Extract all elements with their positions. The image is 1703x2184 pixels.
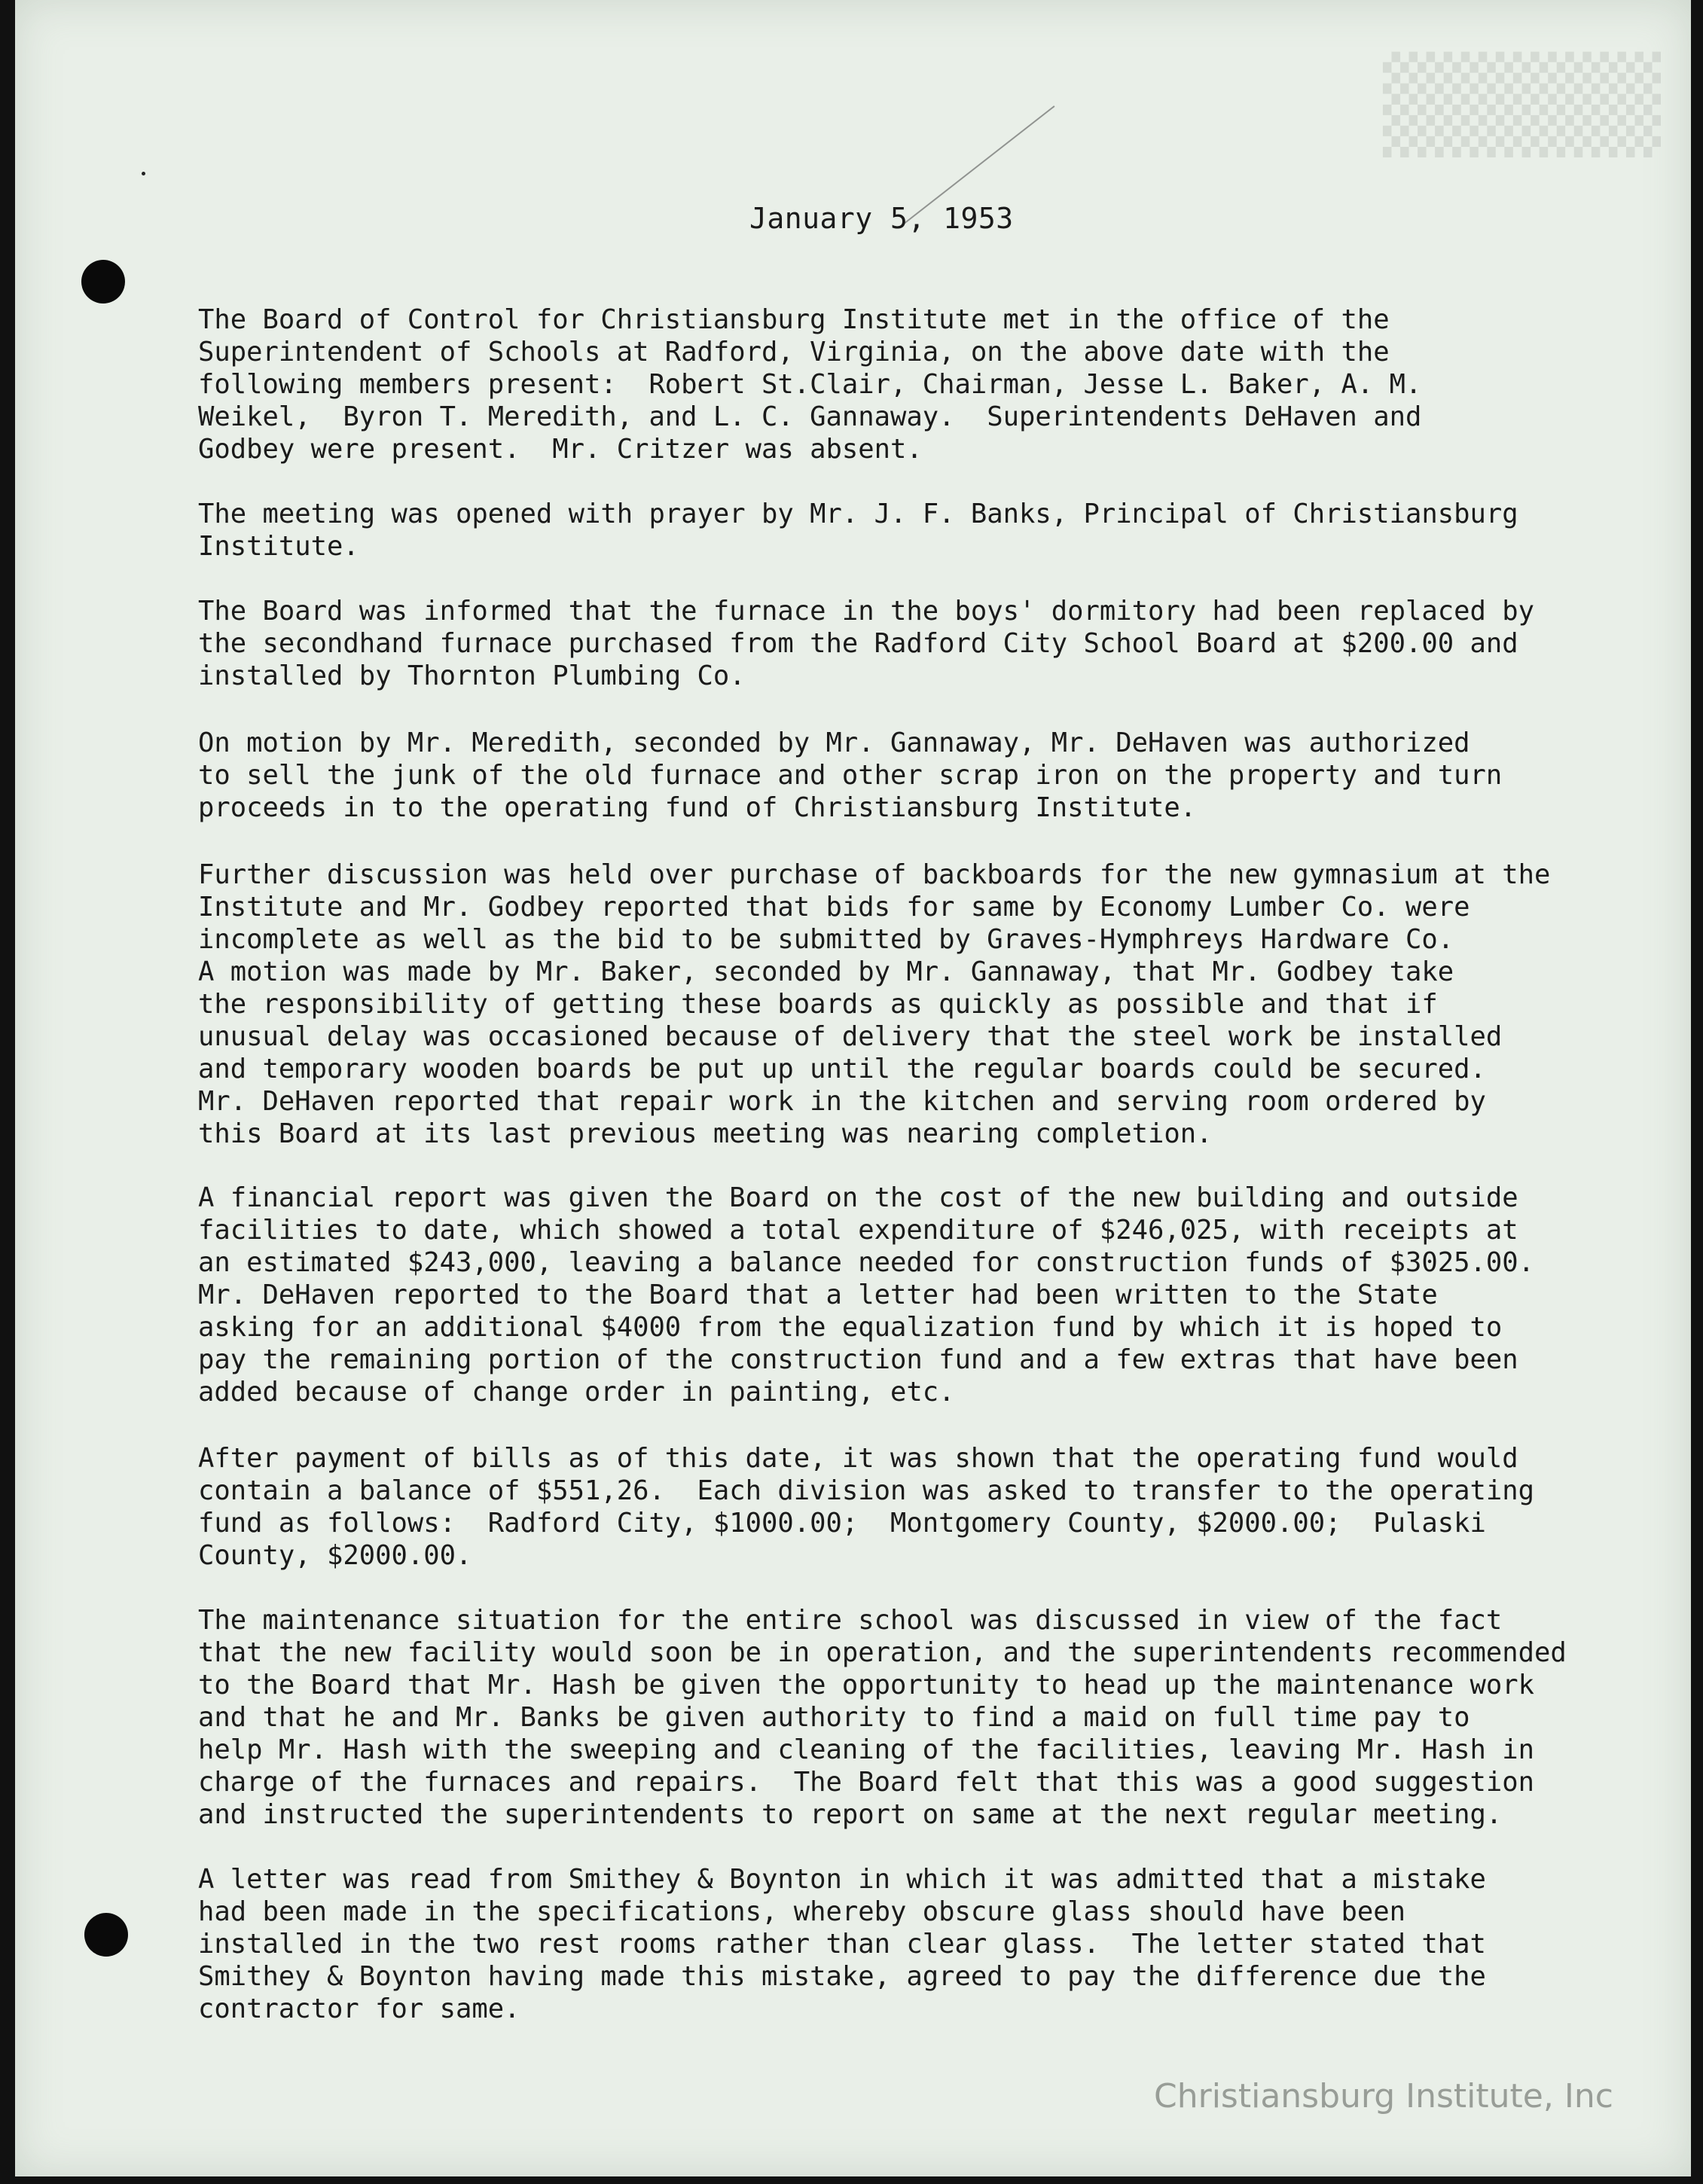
paragraph-backboards: Further discussion was held over purchase of backboards for the new gymnasium at the Institute and Mr. Godbey reported that bids for same by Economy Lumber Co. were incomplete as well as the bid to be submitted by Graves-Hymphreys Hardware Co. A motion was made by Mr. Baker, seconded by Mr. Gannaway, that Mr. Godbey take the responsibility of getting these boards as quickly as possible and that if unusual delay was occasioned because of delivery that the steel work be installed and temporary wooden boards be put up until the regular boards could be secured. Mr. DeHaven reported that repair work in the kitchen and serving room ordered by this Board at its last previous meeting was nearing completion. xyxy=(198,859,1551,1149)
paragraph-maintenance: The maintenance situation for the entire school was discussed in view of the fact that the new facility would soon be in operation, and the superintendents recommended to the Board that Mr. Hash be given the opportunity to head up the maintenance work and that he and Mr. Banks be given authority to find a maid on full time pay to help Mr. Hash with the sweeping and cleaning of the facilities, leaving Mr. Hash in charge of the furnaces and repairs. The Board felt that this was a good suggestion and instructed the superintendents to report on same at the next regular meeting. xyxy=(198,1605,1567,1830)
reverse-side-bleed-through: ▒▒▒▒ xyxy=(1382,53,1661,157)
paragraph-attendance: The Board of Control for Christiansburg Institute met in the office of the Superintendent of Schools at Radford, Virginia, on the above date with the following members present: Robert St.Clair, Chairman, Jesse L. Baker, A. M. Weikel, Byron T. Meredith, and L. C. Gannaway. Superintendents DeHaven and Godbey were present. Mr. Critzer was absent. xyxy=(198,304,1422,465)
punch-hole-bottom xyxy=(84,1913,128,1957)
paragraph-letter-glass: A letter was read from Smithey & Boynton in which it was admitted that a mistake had been made in the specifications, whereby obscure glass should have been installed in the two rest rooms rather than clear glass. The letter stated that Smithey & Boynton having made this mistake, agreed to pay the difference due the contractor for same. xyxy=(198,1864,1486,2024)
paragraph-furnace-replaced: The Board was informed that the furnace in the boys' dormitory had been replaced by the secondhand furnace purchased from the Radford City School Board at $200.00 and installed by Thornton Plumbing Co. xyxy=(198,596,1534,691)
paragraph-prayer: The meeting was opened with prayer by Mr. J. F. Banks, Principal of Christiansburg Institute. xyxy=(198,499,1518,562)
paragraph-junk-motion: On motion by Mr. Meredith, seconded by Mr. Gannaway, Mr. DeHaven was authorized to sell the junk of the old furnace and other scrap iron on the property and turn proceeds in to the operating fund of Christiansburg Institute. xyxy=(198,727,1503,823)
punch-hole-top xyxy=(81,260,125,304)
watermark: Christiansburg Institute, Inc xyxy=(1154,2077,1613,2115)
paragraph-financial-report: A financial report was given the Board on the cost of the new building and outside facilities to date, which showed a total expenditure of $246,025, with receipts at an estimated $243,000, leaving a balance needed for construction funds of $3025.00. Mr. DeHaven reported to the Board that a letter had been written to the State asking for an additional $4000 from the equalization fund by which it is hoped to pay the remaining portion of the construction fund and a few extras that have been added because of change order in painting, etc. xyxy=(198,1182,1534,1408)
document-page xyxy=(15,0,1691,2176)
paragraph-operating-fund: After payment of bills as of this date, it was shown that the operating fund would contain a balance of $551,26. Each division was asked to transfer to the operating fund as follows: Radford City, $1000.00; Montgomery County, $2000.00; Pulaski County, $2000.00. xyxy=(198,1443,1534,1571)
document-date: January 5, 1953 xyxy=(749,202,1014,235)
paper-speck xyxy=(142,172,145,175)
